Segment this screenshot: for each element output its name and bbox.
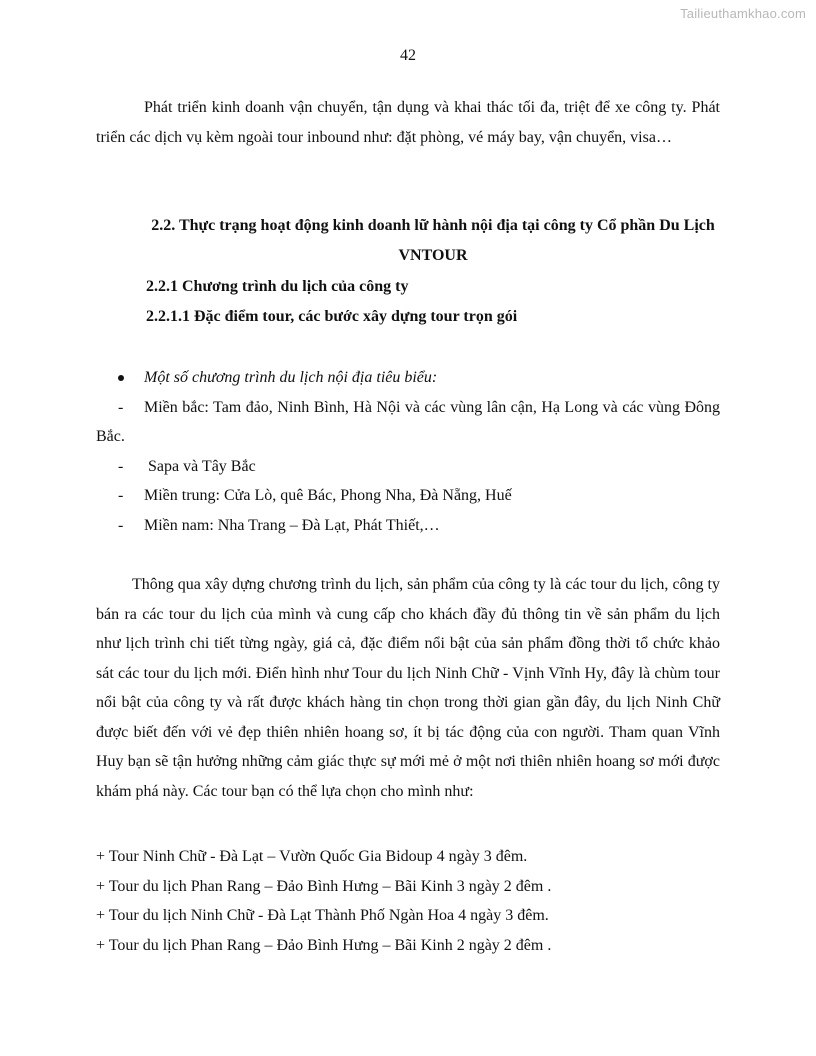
bullet-label: Một số chương trình du lịch nội địa tiêu biểu: <box>144 369 438 386</box>
tour-item: + Tour du lịch Phan Rang – Đảo Bình Hưng – Bãi Kinh 2 ngày 2 đêm . <box>96 936 552 954</box>
tour-program-list <box>96 363 720 540</box>
watermark: Tailieuthamkhao.com <box>680 6 806 21</box>
bullet-item <box>96 363 720 393</box>
subsection-heading: 2.2.1 Chương trình du lịch của công ty <box>146 278 409 295</box>
tour-item: + Tour Ninh Chữ - Đà Lạt – Vườn Quốc Gia Bidoup 4 ngày 3 đêm. <box>96 848 528 865</box>
region-text: Sapa và Tây Bắc <box>144 457 256 475</box>
list-item <box>96 452 720 482</box>
list-item <box>96 481 720 511</box>
intro-paragraph: Phát triển kinh doanh vận chuyển, tận dụng và khai thác tối đa, triệt để xe công ty. Phát triển các dịch vụ kèm ngoài tour inbound như: đặt phòng, vé máy bay, vận chuyển, visa… <box>96 99 720 146</box>
subsubsection-heading: 2.2.1.1 Đặc điểm tour, các bước xây dựng tour trọn gói <box>146 308 518 325</box>
region-text: Miền nam: Nha Trang – Đà Lạt, Phát Thiết,… <box>144 516 440 534</box>
tour-options-list <box>96 842 720 960</box>
main-paragraph: Thông qua xây dựng chương trình du lịch, sản phẩm của công ty là các tour du lịch, công ty bán ra các tour du lịch của mình và cung cấp cho khách đầy đủ thông tin về sản phẩm du lịch như lịch trình chi tiết từng ngày, giá cả, đặc điểm nổi bật của sản phẩm đồng thời tổ chức khảo sát các tour du lịch mới. Điển hình như Tour du lịch Ninh Chữ - Vịnh Vĩnh Hy, đây là chùm tour nổi bật của công ty và rất được khách hàng tin chọn trong thời gian gần đây, du lịch Ninh Chữ được biết đến với vẻ đẹp thiên nhiên hoang sơ, ít bị tác động của con người. Tham quan Vĩnh Huy bạn sẽ tận hưởng những cảm giác thực sự mới mẻ ở một nơi thiên nhiên hoang sơ mới được khám phá này. Các tour bạn có thể lựa chọn cho mình như: <box>96 576 720 800</box>
list-item <box>96 393 720 452</box>
bullet-dot-icon <box>118 375 124 381</box>
dash-marker: - <box>118 516 124 534</box>
dash-marker: - <box>118 398 124 416</box>
page-number: 42 <box>400 47 416 64</box>
tour-item: + Tour du lịch Ninh Chữ - Đà Lạt Thành Phố Ngàn Hoa 4 ngày 3 đêm. <box>96 907 549 924</box>
dash-marker: - <box>118 487 124 504</box>
section-heading: 2.2. Thực trạng hoạt động kinh doanh lữ hành nội địa tại công ty Cổ phần Du Lịch VNTOUR <box>151 217 715 264</box>
region-text: Miền bắc: Tam đảo, Ninh Bình, Hà Nội và các vùng lân cận, Hạ Long và các vùng Đông Bắc. <box>96 398 720 445</box>
list-item <box>96 511 720 541</box>
tour-item: + Tour du lịch Phan Rang – Đảo Bình Hưng – Bãi Kinh 3 ngày 2 đêm . <box>96 877 552 895</box>
dash-marker: - <box>118 457 124 475</box>
region-text: Miền trung: Cửa Lò, quê Bác, Phong Nha, Đà Nẵng, Huế <box>144 487 512 504</box>
